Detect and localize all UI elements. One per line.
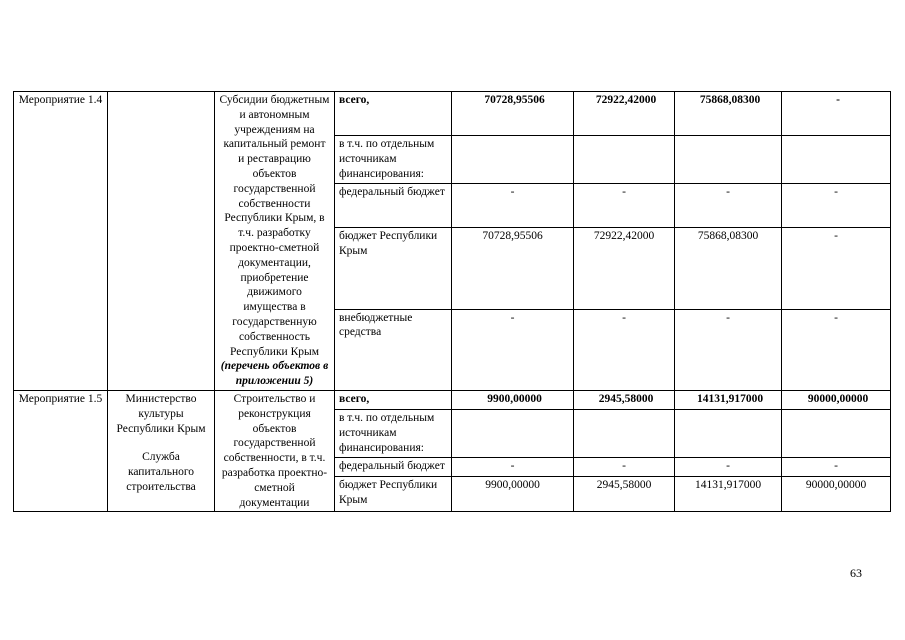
- source-cell: в т.ч. по отдельным источникам финансирования:: [335, 410, 452, 457]
- value-cell: 72922,42000: [574, 228, 675, 309]
- value-cell: 9900,00000: [452, 476, 574, 511]
- value-cell: -: [782, 92, 891, 136]
- value-cell: 70728,95506: [452, 92, 574, 136]
- value-cell: [452, 410, 574, 457]
- value-cell: 9900,00000: [452, 390, 574, 409]
- value-cell: 14131,917000: [675, 390, 782, 409]
- source-cell: всего,: [335, 92, 452, 136]
- value-cell: -: [452, 183, 574, 227]
- value-cell: 75868,08300: [675, 92, 782, 136]
- table-row: [14, 390, 891, 409]
- event-title: Субсидии бюджетным и автономным учреждениям на капитальный ремонт и реставрацию объектов государственной собственности Республики Крым, в т.ч. разработку проектно-сметной документации, приобретение движимого имущества в государственную собственность Республики Крым: [219, 94, 330, 358]
- executor-cell: [108, 92, 215, 391]
- value-cell: [675, 410, 782, 457]
- value-cell: [782, 410, 891, 457]
- value-cell: -: [782, 457, 891, 476]
- page-number: 63: [850, 566, 862, 580]
- source-cell: бюджет Республики Крым: [335, 228, 452, 309]
- value-cell: [675, 136, 782, 183]
- event-title-cell: [215, 92, 335, 391]
- value-cell: 2945,58000: [574, 390, 675, 409]
- value-cell: -: [675, 457, 782, 476]
- event-cell: Мероприятие 1.5: [14, 390, 108, 511]
- value-cell: -: [574, 309, 675, 390]
- value-cell: [782, 136, 891, 183]
- value-cell: -: [574, 457, 675, 476]
- value-cell: [452, 136, 574, 183]
- value-cell: -: [574, 183, 675, 227]
- value-cell: -: [782, 309, 891, 390]
- executor-name: Министерство культуры Республики Крым: [116, 392, 206, 435]
- value-cell: -: [452, 309, 574, 390]
- value-cell: -: [675, 309, 782, 390]
- value-cell: -: [782, 183, 891, 227]
- value-cell: -: [675, 183, 782, 227]
- value-cell: -: [452, 457, 574, 476]
- source-cell: федеральный бюджет: [335, 457, 452, 476]
- value-cell: 72922,42000: [574, 92, 675, 136]
- value-cell: 2945,58000: [574, 476, 675, 511]
- value-cell: -: [782, 228, 891, 309]
- table-row: [14, 92, 891, 136]
- source-cell: всего,: [335, 390, 452, 409]
- source-cell: в т.ч. по отдельным источникам финансирования:: [335, 136, 452, 183]
- value-cell: 90000,00000: [782, 476, 891, 511]
- executor-cell: [108, 390, 215, 511]
- budget-table: [13, 91, 891, 512]
- value-cell: [574, 136, 675, 183]
- source-cell: федеральный бюджет: [335, 183, 452, 227]
- event-title-cell: Строительство и реконструкция объектов государственной собственности, в т.ч. разработка проектно- сметной документации: [215, 390, 335, 511]
- event-cell: Мероприятие 1.4: [14, 92, 108, 391]
- source-cell: бюджет Республики Крым: [335, 476, 452, 511]
- source-cell: внебюджетные средства: [335, 309, 452, 390]
- value-cell: 75868,08300: [675, 228, 782, 309]
- value-cell: 14131,917000: [675, 476, 782, 511]
- value-cell: 70728,95506: [452, 228, 574, 309]
- executor-name-secondary: Служба капитального строительства: [126, 451, 196, 493]
- event-note: (перечень объектов в приложении 5): [220, 360, 329, 388]
- value-cell: 90000,00000: [782, 390, 891, 409]
- value-cell: [574, 410, 675, 457]
